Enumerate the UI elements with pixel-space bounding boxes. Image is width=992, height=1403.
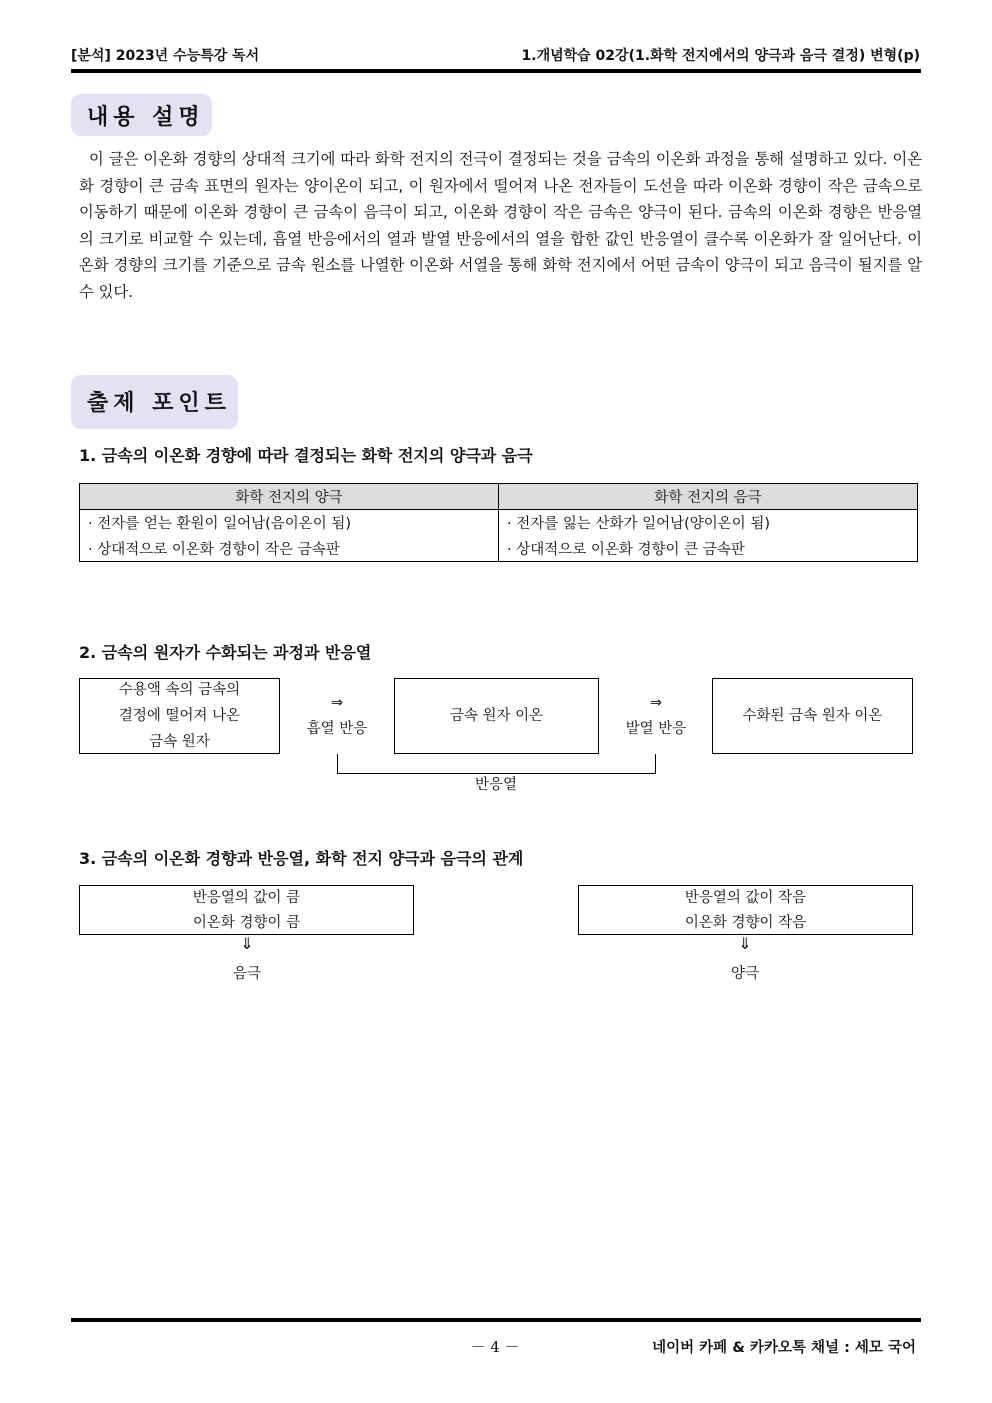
- relation-line: 이온화 경향이 작음: [684, 915, 807, 931]
- process-box-hydrated-ion: 수화된 금속 원자 이온: [712, 678, 913, 754]
- relation-line: 반응열의 값이 작음: [684, 890, 807, 906]
- anode-cathode-table: [79, 483, 918, 562]
- section-title-points: 출제 포인트: [71, 375, 238, 429]
- right-arrow-icon: ⇒: [330, 695, 344, 711]
- footer-channel: 네이버 카페 & 카카오톡 채널 : 세모 국어: [652, 1340, 916, 1356]
- process-box-line: 수용액 속의 금속의: [118, 682, 241, 698]
- endothermic-step: [290, 690, 384, 742]
- header-chapter: 1.개념학습 02강(1.화학 전지에서의 양극과 음극 결정) 변형(p): [521, 48, 920, 64]
- arrow-label: 발열 반응: [625, 721, 687, 737]
- table-row: [80, 510, 918, 536]
- content-paragraph: 이 글은 이온화 경향의 상대적 크기에 따라 화학 전지의 전극이 결정되는 것을 금속의 이온화 과정을 통해 설명하고 있다. 이온화 경향이 큰 금속 표면의 원자는 양이온이 되고, 이 원자에서 떨어져 나온 전자들이 도선을 따라 이온화 경향이 작은 금속으로 이동하기 때문에 이온화 경향이 큰 금속이 음극이 되고, 이온화 경향이 작은 금속은 양극이 된다. 금속의 이온화 경향은 반응열의 크기로 비교할 수 있는데, 흡열 반응에서의 열과 발열 반응에서의 열을 합한 값인 반응열이 클수록 이온화가 잘 일어난다. 이온화 경향의 크기를 기준으로 금속 원소를 나열한 이온화 서열을 통해 화학 전지에서 어떤 금속이 양극이 되고 음극이 될지를 알 수 있다.: [79, 150, 922, 301]
- table-header-cell: 화학 전지의 양극: [80, 484, 499, 510]
- process-box-metal-atom: [79, 678, 280, 754]
- point3-heading: 3. 금속의 이온화 경향과 반응열, 화학 전지 양극과 음극의 관계: [79, 849, 524, 868]
- process-box-line: 금속 원자: [149, 734, 210, 750]
- table-cell: · 상대적으로 이온화 경향이 작은 금속판: [80, 536, 499, 562]
- arrow-label: 흡열 반응: [306, 721, 368, 737]
- point2-heading: 2. 금속의 원자가 수화되는 과정과 반응열: [79, 643, 372, 662]
- relation-line: 이온화 경향이 큼: [192, 915, 301, 931]
- down-arrow-icon: ⇓: [240, 934, 254, 953]
- section-title-content: 내용 설명: [71, 94, 212, 136]
- header-divider: [71, 69, 921, 73]
- down-arrow-icon: ⇓: [738, 934, 752, 953]
- reaction-heat-bracket: [337, 754, 656, 774]
- bracket-label: 반응열: [474, 777, 518, 793]
- large-heat-box: [79, 885, 414, 935]
- small-heat-box: [578, 885, 913, 935]
- table-header-cell: 화학 전지의 음극: [499, 484, 918, 510]
- process-box-metal-ion: 금속 원자 이온: [394, 678, 599, 754]
- header-title: [분석] 2023년 수능특강 독서: [71, 48, 260, 64]
- table-cell: · 전자를 잃는 산화가 일어남(양이온이 됨): [499, 510, 918, 536]
- footer-divider: [71, 1318, 921, 1322]
- process-box-line: 결정에 떨어져 나온: [118, 708, 241, 724]
- table-cell: · 전자를 얻는 환원이 일어남(음이온이 됨): [80, 510, 499, 536]
- table-row: [80, 536, 918, 562]
- page-number: － 4 －: [470, 1338, 520, 1356]
- point1-heading: 1. 금속의 이온화 경향에 따라 결정되는 화학 전지의 양극과 음극: [79, 446, 533, 465]
- anode-result: 양극: [730, 966, 759, 982]
- relation-line: 반응열의 값이 큼: [192, 890, 301, 906]
- right-arrow-icon: ⇒: [649, 695, 663, 711]
- table-cell: · 상대적으로 이온화 경향이 큰 금속판: [499, 536, 918, 562]
- table-header-row: [80, 484, 918, 510]
- cathode-result: 음극: [232, 966, 261, 982]
- exothermic-step: [610, 690, 702, 742]
